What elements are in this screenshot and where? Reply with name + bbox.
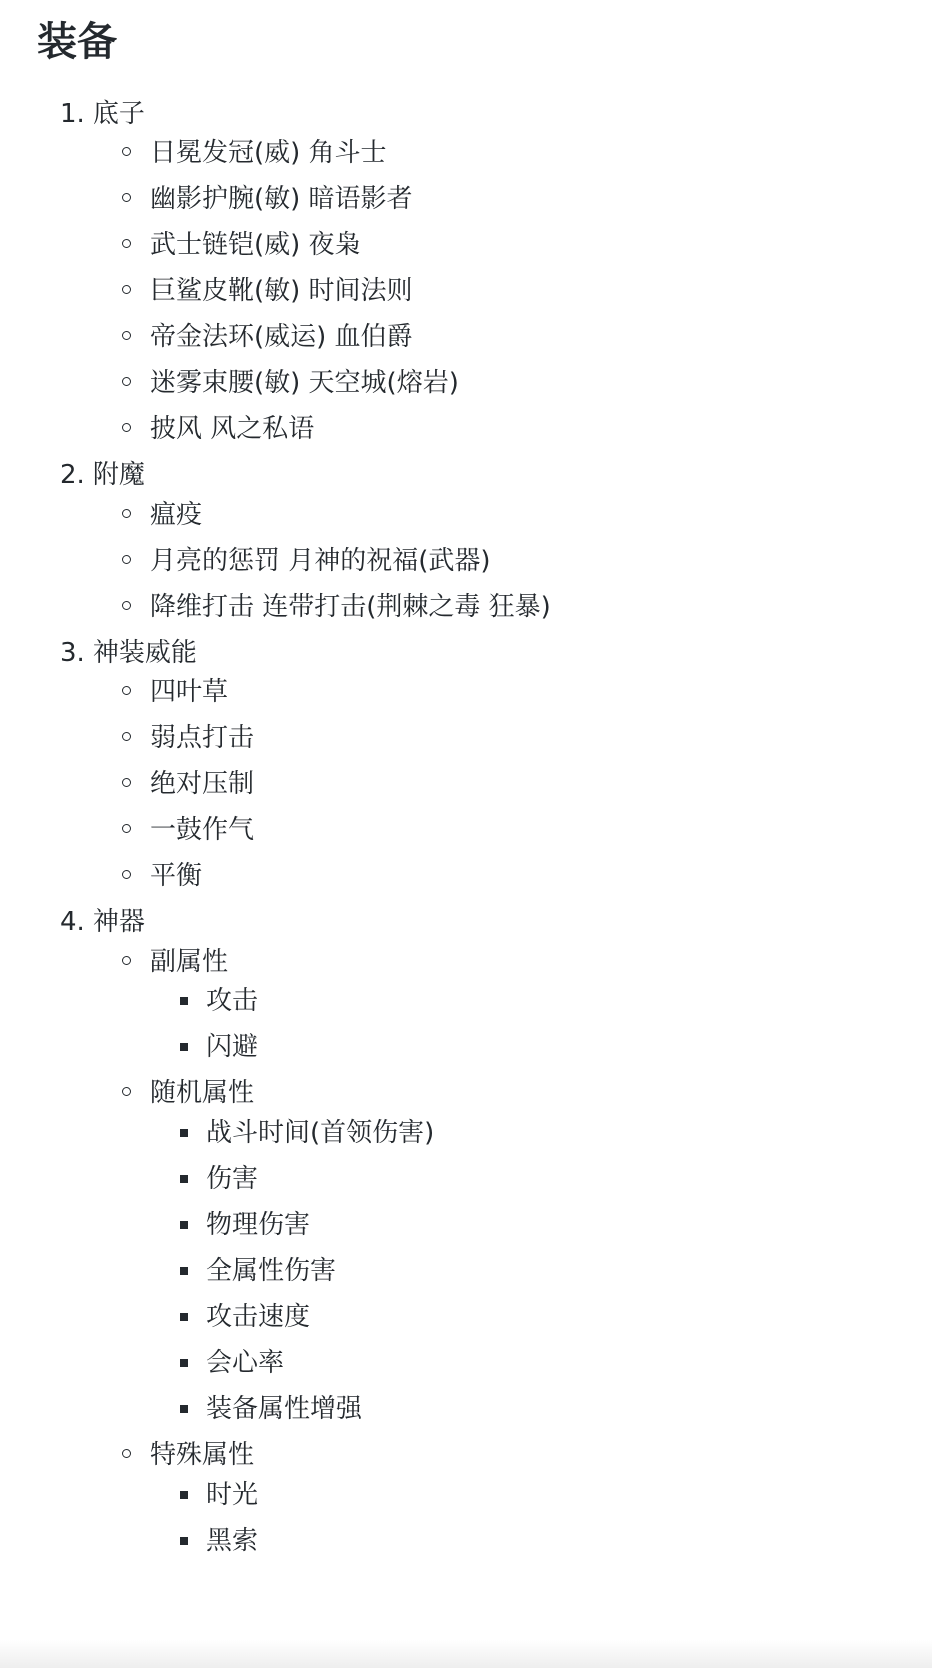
- list-item-text: 伤害: [206, 1164, 259, 1194]
- list-item: [150, 720, 254, 756]
- list-item-text: 特殊属性: [150, 1440, 255, 1470]
- list-item-text: 四叶草: [150, 677, 229, 707]
- list-item: [150, 411, 314, 447]
- square-bullet-icon: [180, 1221, 188, 1229]
- square-bullet-icon: [180, 1267, 188, 1275]
- list-item: [150, 319, 413, 355]
- list-item: [150, 543, 491, 579]
- list-item-text: 全属性伤害: [206, 1256, 337, 1286]
- list-item: [150, 135, 387, 171]
- square-bullet-icon: [180, 1175, 188, 1183]
- circle-bullet-icon: [122, 509, 131, 518]
- section-label: 附魔: [92, 460, 145, 490]
- square-bullet-icon: [180, 1313, 188, 1321]
- section-label: 底子: [92, 99, 145, 129]
- list-number: 4.: [60, 907, 85, 937]
- circle-bullet-icon: [122, 423, 131, 432]
- circle-bullet-icon: [122, 870, 131, 879]
- list-number: 3.: [60, 638, 85, 668]
- list-item: [150, 181, 413, 217]
- circle-bullet-icon: [122, 601, 131, 610]
- list-number: 2.: [60, 460, 85, 490]
- list-item: [150, 365, 459, 401]
- list-item-text: 降维打击 连带打击(荆棘之毒 狂暴): [150, 592, 551, 622]
- list-item: [150, 674, 228, 710]
- page-title: 装备: [37, 19, 117, 65]
- list-item-text: 月亮的惩罚 月神的祝福(武器): [150, 546, 491, 576]
- list-item: [150, 1437, 254, 1473]
- list-item-text: 帝金法环(威运) 血伯爵: [150, 322, 413, 352]
- circle-bullet-icon: [122, 956, 131, 965]
- list-item: [150, 1075, 254, 1111]
- list-item-text: 弱点打击: [150, 723, 255, 753]
- list-item: [150, 227, 361, 263]
- square-bullet-icon: [180, 1359, 188, 1367]
- list-item: [150, 273, 413, 309]
- circle-bullet-icon: [122, 1449, 131, 1458]
- section-label: 神装威能: [92, 638, 197, 668]
- list-item-text: 巨鲨皮靴(敏) 时间法则: [150, 276, 413, 306]
- circle-bullet-icon: [122, 555, 131, 564]
- circle-bullet-icon: [122, 239, 131, 248]
- list-item: [150, 497, 202, 533]
- list-item: [150, 766, 254, 802]
- list-item-text: 闪避: [206, 1032, 259, 1062]
- list-item-nested: [206, 1207, 310, 1243]
- circle-bullet-icon: [122, 686, 131, 695]
- list-item-section-3: [60, 635, 197, 671]
- list-item-section-1: [60, 96, 145, 132]
- circle-bullet-icon: [122, 285, 131, 294]
- list-item-text: 幽影护腕(敏) 暗语影者: [150, 184, 413, 214]
- list-item-text: 物理伤害: [206, 1210, 311, 1240]
- list-item-text: 时光: [206, 1480, 259, 1510]
- list-item-nested: [206, 1253, 336, 1289]
- square-bullet-icon: [180, 1129, 188, 1137]
- list-item-text: 会心率: [206, 1348, 285, 1378]
- list-item-nested: [206, 1299, 310, 1335]
- list-item-nested: [206, 1115, 434, 1151]
- list-item-nested: [206, 1477, 258, 1513]
- circle-bullet-icon: [122, 377, 131, 386]
- list-item-text: 迷雾束腰(敏) 天空城(熔岩): [150, 368, 459, 398]
- list-item-text: 一鼓作气: [150, 815, 255, 845]
- list-item-text: 披风 风之私语: [150, 414, 315, 444]
- list-item: [150, 858, 202, 894]
- circle-bullet-icon: [122, 732, 131, 741]
- circle-bullet-icon: [122, 193, 131, 202]
- list-item-text: 日冕发冠(威) 角斗士: [150, 138, 387, 168]
- list-item-text: 战斗时间(首领伤害): [206, 1118, 435, 1148]
- list-item-text: 副属性: [150, 947, 229, 977]
- circle-bullet-icon: [122, 824, 131, 833]
- list-item: [150, 589, 551, 625]
- square-bullet-icon: [180, 1043, 188, 1051]
- section-label: 神器: [92, 907, 145, 937]
- square-bullet-icon: [180, 997, 188, 1005]
- list-item-section-2: [60, 457, 145, 493]
- list-item-nested: [206, 983, 258, 1019]
- list-item-nested: [206, 1161, 258, 1197]
- list-item-section-4: [60, 904, 145, 940]
- bottom-fade: [0, 1640, 932, 1668]
- list-item-nested: [206, 1523, 258, 1559]
- circle-bullet-icon: [122, 147, 131, 156]
- list-item-text: 装备属性增强: [206, 1394, 363, 1424]
- circle-bullet-icon: [122, 1087, 131, 1096]
- square-bullet-icon: [180, 1491, 188, 1499]
- list-item-text: 随机属性: [150, 1078, 255, 1108]
- square-bullet-icon: [180, 1537, 188, 1545]
- list-item-text: 攻击速度: [206, 1302, 311, 1332]
- list-item: [150, 944, 228, 980]
- list-item: [150, 812, 254, 848]
- square-bullet-icon: [180, 1405, 188, 1413]
- circle-bullet-icon: [122, 778, 131, 787]
- list-item-text: 攻击: [206, 986, 259, 1016]
- list-item-nested: [206, 1029, 258, 1065]
- list-item-text: 平衡: [150, 861, 203, 891]
- list-item-text: 绝对压制: [150, 769, 255, 799]
- list-item-nested: [206, 1345, 284, 1381]
- list-item-text: 黑索: [206, 1526, 259, 1556]
- list-item-text: 武士链铠(威) 夜枭: [150, 230, 361, 260]
- circle-bullet-icon: [122, 331, 131, 340]
- list-number: 1.: [60, 99, 85, 129]
- list-item-text: 瘟疫: [150, 500, 203, 530]
- list-item-nested: [206, 1391, 362, 1427]
